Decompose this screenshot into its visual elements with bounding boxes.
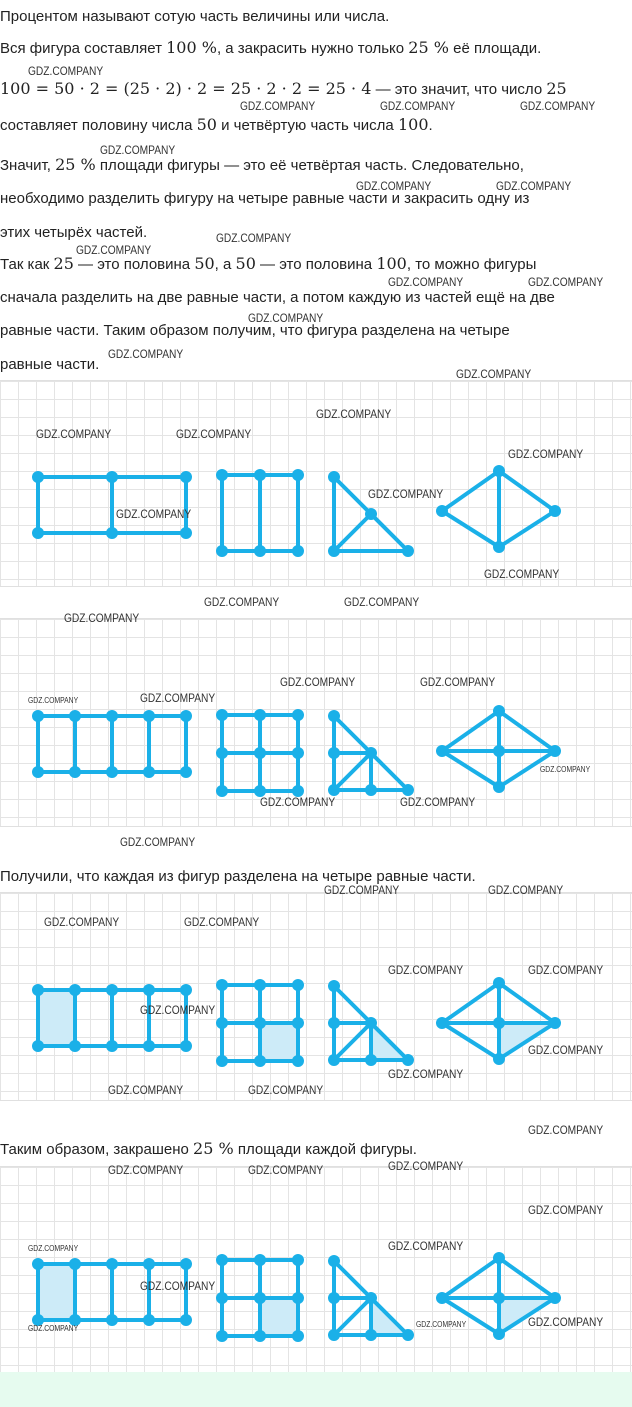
watermark: GDZ.COMPANY <box>344 595 420 609</box>
math-value: 50 <box>235 254 256 273</box>
watermark: GDZ.COMPANY <box>324 883 400 897</box>
math-value: 25 <box>546 79 567 98</box>
watermark: GDZ.COMPANY <box>204 595 280 609</box>
footer-band <box>0 1372 632 1407</box>
watermark: GDZ.COMPANY <box>540 765 591 774</box>
math-value: 100 <box>397 115 429 134</box>
watermark: GDZ.COMPANY <box>400 795 476 809</box>
watermark: GDZ.COMPANY <box>36 427 112 441</box>
text-fragment: , то можно фигуры <box>406 256 537 273</box>
watermark: GDZ.COMPANY <box>388 1239 464 1253</box>
divider-line <box>334 1298 371 1335</box>
watermark: GDZ.COMPANY <box>420 675 496 689</box>
watermark: GDZ.COMPANY <box>528 1123 604 1137</box>
text-fragment: — это половина <box>255 256 377 273</box>
watermark: GDZ.COMPANY <box>248 1163 324 1177</box>
watermark: GDZ.COMPANY <box>216 231 292 245</box>
watermark: GDZ.COMPANY <box>488 883 564 897</box>
watermark: GDZ.COMPANY <box>388 1159 464 1173</box>
watermark: GDZ.COMPANY <box>368 487 444 501</box>
watermark: GDZ.COMPANY <box>388 963 464 977</box>
watermark: GDZ.COMPANY <box>108 347 184 361</box>
watermark: GDZ.COMPANY <box>528 1043 604 1057</box>
math-value: 50 <box>196 115 217 134</box>
divider-line <box>334 514 371 551</box>
text-fragment: и четвёртую часть числа <box>216 117 398 134</box>
text-fragment: Так как <box>0 256 54 273</box>
figure-panel-shaded-b <box>0 1166 632 1374</box>
text-fragment: , а закрасить нужно только <box>216 40 409 57</box>
watermark: GDZ.COMPANY <box>28 1324 79 1333</box>
text-line: равные части. <box>0 356 100 373</box>
watermark: GDZ.COMPANY <box>380 99 456 113</box>
paragraph-final <box>0 1140 632 1159</box>
text-line: Процентом называют сотую часть величины или числа. <box>0 8 390 25</box>
watermark: GDZ.COMPANY <box>116 507 192 521</box>
math-value: 25 % <box>193 1139 234 1158</box>
figures-shaded-svg-b <box>0 1167 632 1373</box>
paragraph-equation-cont <box>0 116 632 135</box>
watermark: GDZ.COMPANY <box>140 1003 216 1017</box>
watermark: GDZ.COMPANY <box>108 1083 184 1097</box>
watermark: GDZ.COMPANY <box>356 179 432 193</box>
watermark: GDZ.COMPANY <box>28 1244 79 1253</box>
text-fragment: составляет половину числа <box>0 117 197 134</box>
watermark: GDZ.COMPANY <box>248 1083 324 1097</box>
text-fragment: . <box>428 117 433 134</box>
text-fragment: её площади. <box>448 40 542 57</box>
math-value: 50 <box>194 254 215 273</box>
text-fragment: площади каждой фигуры. <box>233 1141 417 1158</box>
watermark: GDZ.COMPANY <box>140 1279 216 1293</box>
watermark: GDZ.COMPANY <box>28 696 79 705</box>
watermark: GDZ.COMPANY <box>528 275 604 289</box>
watermark: GDZ.COMPANY <box>100 143 176 157</box>
watermark: GDZ.COMPANY <box>484 567 560 581</box>
math-equation: 100 = 50 · 2 = (25 · 2) · 2 = 25 · 2 · 2 = 25 · 4 <box>0 79 372 98</box>
watermark: GDZ.COMPANY <box>528 1315 604 1329</box>
paragraph-definition <box>0 8 632 26</box>
watermark: GDZ.COMPANY <box>280 675 356 689</box>
watermark: GDZ.COMPANY <box>416 1320 467 1329</box>
watermark: GDZ.COMPANY <box>184 915 260 929</box>
watermark: GDZ.COMPANY <box>76 243 152 257</box>
watermark: GDZ.COMPANY <box>316 407 392 421</box>
math-value: 25 % <box>55 155 96 174</box>
text-line: равные части. Таким образом получим, что фигура разделена на четыре <box>0 322 510 339</box>
watermark: GDZ.COMPANY <box>120 835 196 849</box>
watermark: GDZ.COMPANY <box>388 275 464 289</box>
paragraph-halves <box>0 255 632 274</box>
text-line: этих четырёх частей. <box>0 224 148 241</box>
watermark: GDZ.COMPANY <box>528 963 604 977</box>
watermark: GDZ.COMPANY <box>44 915 120 929</box>
watermark: GDZ.COMPANY <box>456 367 532 381</box>
divider-line <box>334 1023 371 1060</box>
text-line: сначала разделить на две равные части, а потом каждую из частей ещё на две <box>0 289 555 306</box>
paragraph-conclusion <box>0 156 632 175</box>
text-fragment: Вся фигура составляет <box>0 40 167 57</box>
watermark: GDZ.COMPANY <box>176 427 252 441</box>
text-fragment: — это значит, что число <box>371 81 547 98</box>
watermark: GDZ.COMPANY <box>508 447 584 461</box>
text-fragment: площади фигуры — это её четвёртая часть. Следовательно, <box>95 157 524 174</box>
watermark: GDZ.COMPANY <box>496 179 572 193</box>
text-fragment: Таким образом, закрашено <box>0 1141 194 1158</box>
watermark: GDZ.COMPANY <box>260 795 336 809</box>
math-value: 25 % <box>408 38 449 57</box>
watermark: GDZ.COMPANY <box>108 1163 184 1177</box>
math-value: 25 <box>53 254 74 273</box>
text-fragment: — это половина <box>73 256 195 273</box>
watermark: GDZ.COMPANY <box>140 691 216 705</box>
watermark: GDZ.COMPANY <box>28 64 104 78</box>
divider-line <box>334 753 371 790</box>
math-value: 100 % <box>166 38 217 57</box>
text-fragment: Значит, <box>0 157 56 174</box>
text-line: Получили, что каждая из фигур разделена на четыре равные части. <box>0 868 476 885</box>
watermark: GDZ.COMPANY <box>64 611 140 625</box>
watermark: GDZ.COMPANY <box>388 1067 464 1081</box>
watermark: GDZ.COMPANY <box>520 99 596 113</box>
text-line: необходимо разделить фигуру на четыре равные части и закрасить одну из <box>0 190 530 207</box>
text-fragment: , а <box>214 256 236 273</box>
math-value: 100 <box>376 254 407 273</box>
paragraph-equation <box>0 80 632 99</box>
watermark: GDZ.COMPANY <box>248 311 324 325</box>
watermark: GDZ.COMPANY <box>528 1203 604 1217</box>
paragraph-whole-figure <box>0 39 632 58</box>
watermark: GDZ.COMPANY <box>240 99 316 113</box>
